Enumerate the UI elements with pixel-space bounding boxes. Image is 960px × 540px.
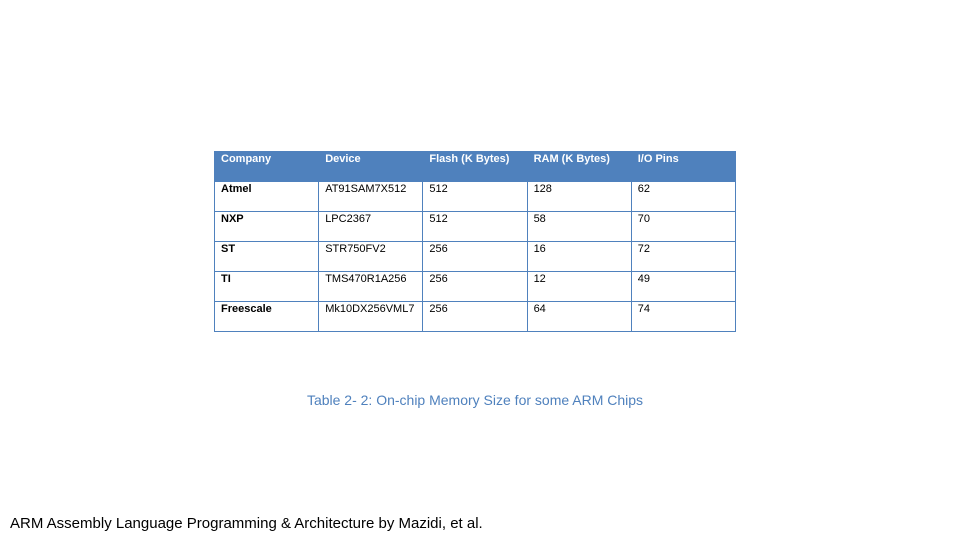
cell-flash: 256 xyxy=(423,302,527,332)
cell-company: Atmel xyxy=(215,182,319,212)
cell-ram: 58 xyxy=(527,212,631,242)
cell-company: Freescale xyxy=(215,302,319,332)
cell-ram: 128 xyxy=(527,182,631,212)
cell-device: STR750FV2 xyxy=(319,242,423,272)
cell-flash: 256 xyxy=(423,272,527,302)
cell-ram: 16 xyxy=(527,242,631,272)
header-ram: RAM (K Bytes) xyxy=(527,152,631,182)
cell-company: NXP xyxy=(215,212,319,242)
table-row xyxy=(215,212,736,242)
table-caption: Table 2- 2: On-chip Memory Size for some ARM Chips xyxy=(306,392,644,408)
cell-flash: 256 xyxy=(423,242,527,272)
cell-company: ST xyxy=(215,242,319,272)
cell-ram: 12 xyxy=(527,272,631,302)
cell-io-pins: 70 xyxy=(631,212,735,242)
memory-table-container xyxy=(214,151,736,332)
table-row xyxy=(215,182,736,212)
cell-io-pins: 72 xyxy=(631,242,735,272)
header-company: Company xyxy=(215,152,319,182)
cell-company: TI xyxy=(215,272,319,302)
cell-device: AT91SAM7X512 xyxy=(319,182,423,212)
slide-footer: ARM Assembly Language Programming & Architecture by Mazidi, et al. xyxy=(10,515,483,532)
table-row xyxy=(215,242,736,272)
cell-io-pins: 49 xyxy=(631,272,735,302)
cell-io-pins: 74 xyxy=(631,302,735,332)
table-row xyxy=(215,302,736,332)
header-io-pins: I/O Pins xyxy=(631,152,735,182)
cell-device: TMS470R1A256 xyxy=(319,272,423,302)
header-flash: Flash (K Bytes) xyxy=(423,152,527,182)
cell-device: LPC2367 xyxy=(319,212,423,242)
cell-device: Mk10DX256VML7 xyxy=(319,302,423,332)
header-device: Device xyxy=(319,152,423,182)
table-row xyxy=(215,272,736,302)
cell-ram: 64 xyxy=(527,302,631,332)
table-header-row xyxy=(215,152,736,182)
cell-io-pins: 62 xyxy=(631,182,735,212)
arm-memory-table xyxy=(214,151,736,332)
cell-flash: 512 xyxy=(423,212,527,242)
cell-flash: 512 xyxy=(423,182,527,212)
